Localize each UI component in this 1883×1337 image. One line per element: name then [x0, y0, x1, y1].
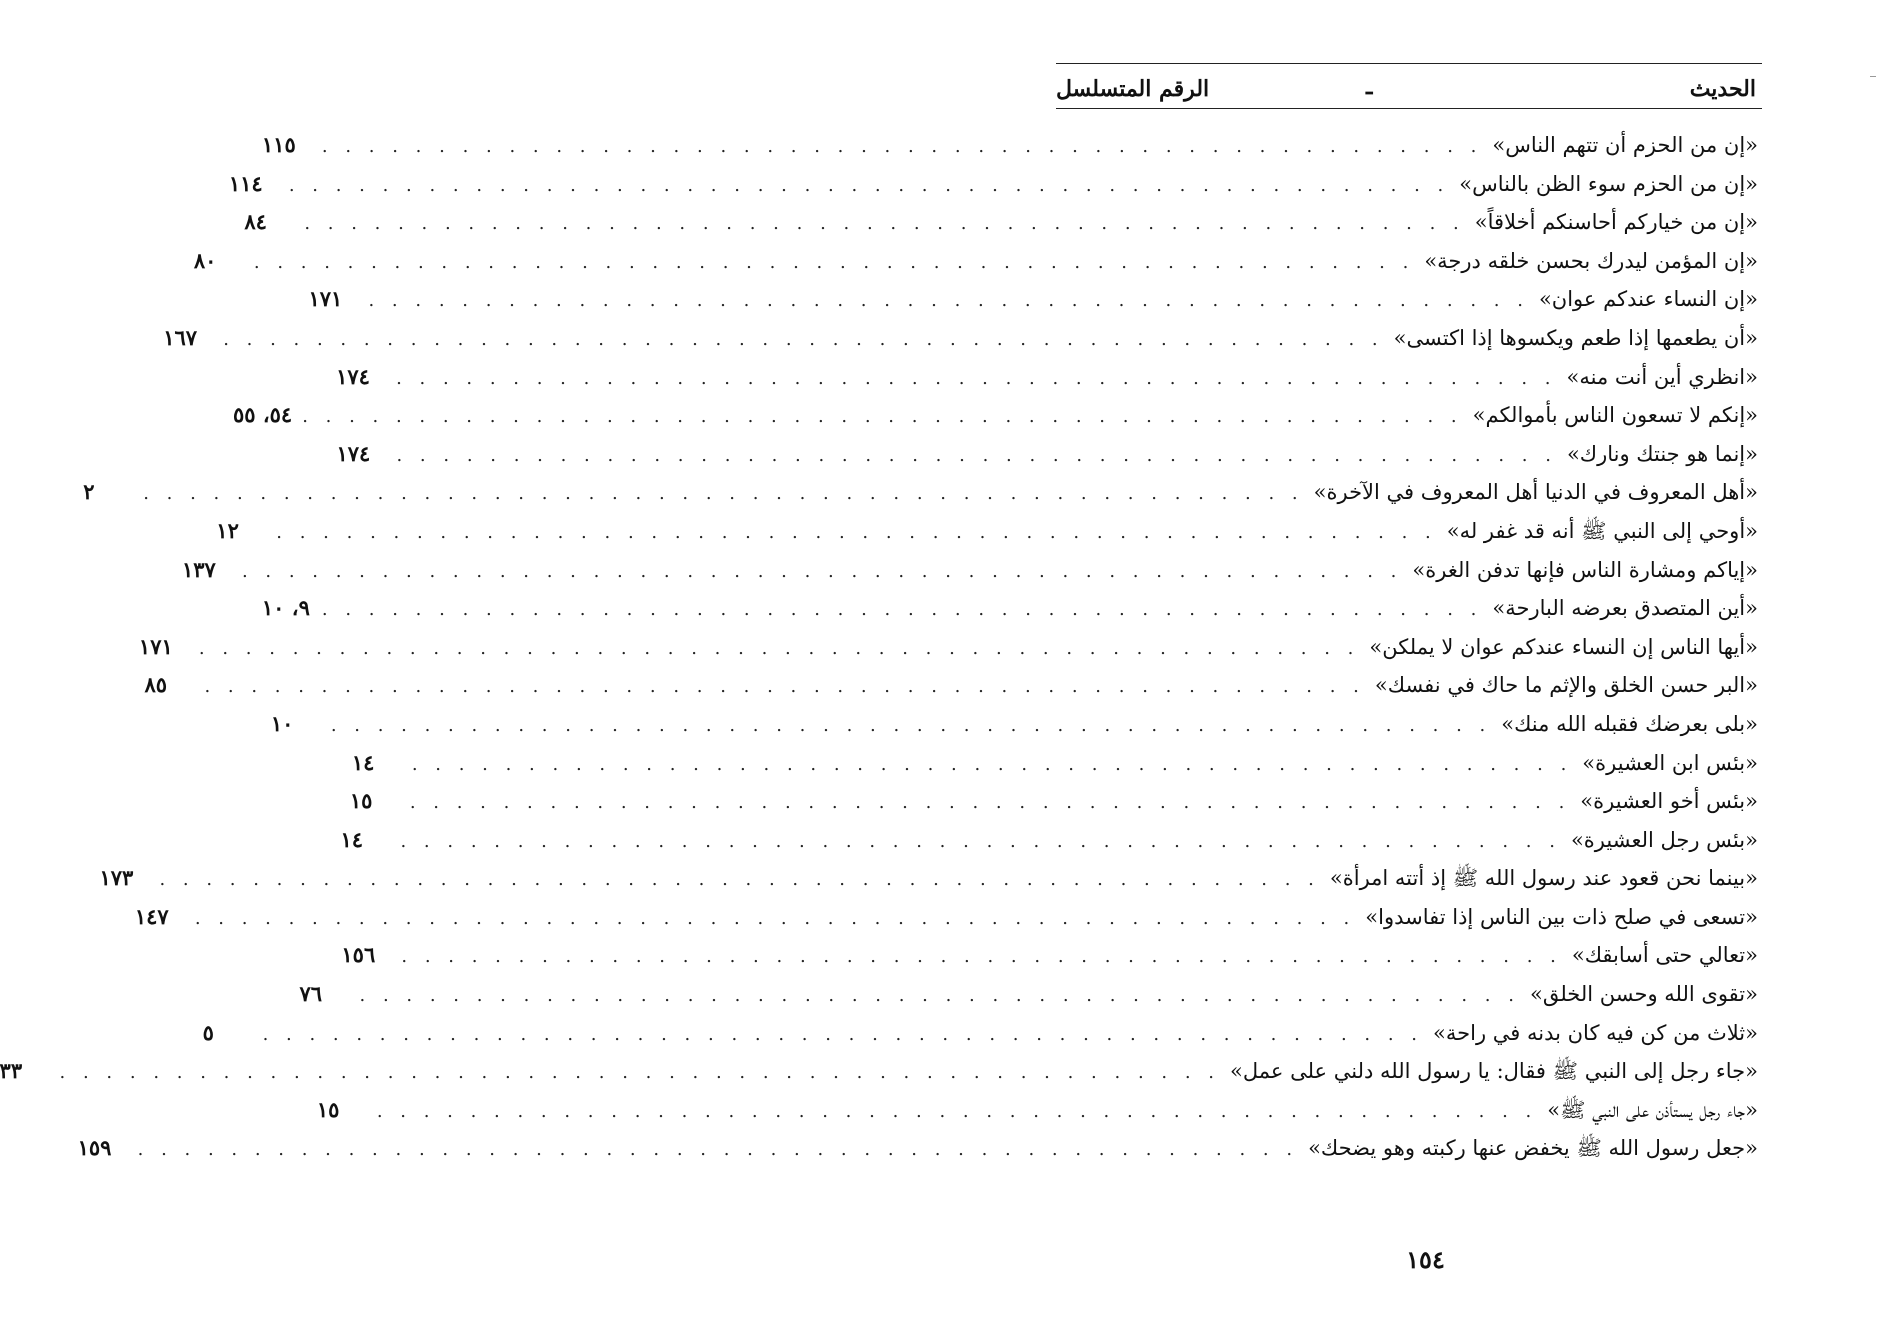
hadith-text: «أيها الناس إن النساء عندكم عوان لا يملكن» [1369, 634, 1758, 659]
header-serial-number-label: الرقم المتسلسل [1056, 76, 1210, 102]
index-entry [336, 435, 1758, 474]
dot-leader: . . . . . . . . . . . . . . . . . . . . . . . . . . . . . . . . . . . . . . . . . . . . . . . . . . [137, 1139, 1299, 1161]
serial-number: ١٧١ [308, 286, 343, 312]
index-entry [340, 821, 1758, 860]
dot-leader: . . . . . . . . . . . . . . . . . . . . . . . . . . . . . . . . . . . . . . . . . . . . . . . . . . [330, 714, 1492, 736]
dot-leader: . . . . . . . . . . . . . . . . . . . . . . . . . . . . . . . . . . . . . . . . . . . . . . . . . . [411, 753, 1573, 775]
serial-number: ٨٥ [144, 672, 168, 698]
serial-number: ٩، ١٠ [261, 595, 310, 621]
serial-number: ١٧٣ [99, 865, 134, 891]
serial-number: ١٧٤ [336, 363, 370, 389]
hadith-text: «جاء رجل إلى النبي ﷺ فقال: يا رسول الله دلني على عمل» [1230, 1059, 1758, 1084]
hadith-text: «إنما هو جنتك ونارك» [1566, 441, 1758, 466]
dot-leader: . . . . . . . . . . . . . . . . . . . . . . . . . . . . . . . . . . . . . . . . . . . . . . . . . . [321, 599, 1483, 621]
hadith-text: «إن من الحزم سوء الظن بالناس» [1459, 171, 1758, 196]
hadith-text: «أن يطعمها إذا طعم ويكسوها إذا اكتسى» [1393, 325, 1758, 350]
serial-number: ١٧١ [138, 633, 173, 659]
hadith-text: «أهل المعروف في الدنيا أهل المعروف في الآخرة» [1313, 480, 1758, 505]
dot-leader: . . . . . . . . . . . . . . . . . . . . . . . . . . . . . . . . . . . . . . . . . . . . . . . . . . [321, 136, 1483, 157]
dot-leader: . . . . . . . . . . . . . . . . . . . . . . . . . . . . . . . . . . . . . . . . . . . . . . . . . . [302, 406, 1463, 428]
hadith-text: «إنكم لا تسعون الناس بأموالكم» [1472, 403, 1758, 428]
header-bottom-rule [1056, 108, 1762, 109]
index-entry [202, 1014, 1758, 1053]
serial-number: ١٣٧ [181, 556, 216, 582]
hadith-text: «إن النساء عندكم عوان» [1538, 287, 1758, 312]
header-top-rule [1056, 63, 1762, 64]
serial-number: ٢ [83, 479, 95, 505]
hadith-text: «البر حسن الخلق والإثم ما حاك في نفسك» [1374, 673, 1758, 698]
index-entry [261, 126, 1758, 165]
hadith-text: «تقوى الله وحسن الخلق» [1529, 982, 1758, 1007]
index-entry [163, 319, 1758, 358]
margin-mark [1870, 76, 1876, 77]
dot-leader: . . . . . . . . . . . . . . . . . . . . . . . . . . . . . . . . . . . . . . . . . . . . . . . . . . [198, 637, 1360, 659]
index-entry [144, 666, 1758, 705]
dot-leader: . . . . . . . . . . . . . . . . . . . . . . . . . . . . . . . . . . . . . . . . . . . . . . . . . . [288, 174, 1450, 196]
dot-leader: . . . . . . . . . . . . . . . . . . . . . . . . . . . . . . . . . . . . . . . . . . . . . . . . . . [204, 676, 1365, 698]
header-mark: ـ [1366, 74, 1373, 100]
serial-number: ١٧٤ [336, 440, 371, 466]
dot-leader: . . . . . . . . . . . . . . . . . . . . . . . . . . . . . . . . . . . . . . . . . . . . . . . . . . [241, 560, 1403, 582]
hadith-text: «تسعى في صلح ذات بين الناس إذا تفاسدوا» [1365, 904, 1758, 929]
serial-number: ١٤ [340, 826, 364, 852]
hadith-text: «بئس أخو العشيرة» [1580, 789, 1758, 814]
index-entry [181, 551, 1758, 590]
index-entry [99, 859, 1758, 898]
index-entry [349, 782, 1758, 821]
hadith-text: «تعالي حتى أسابقك» [1571, 943, 1758, 968]
serial-number: ٥٤، ٥٥ [232, 402, 293, 428]
hadith-text: «بلى بعرضك فقبله الله منك» [1501, 711, 1758, 736]
serial-number: ٣٣ [0, 1058, 23, 1084]
dot-leader: . . . . . . . . . . . . . . . . . . . . . . . . . . . . . . . . . . . . . . . . . . . . . . . . . . [194, 907, 1356, 929]
index-entry [232, 396, 1758, 435]
hadith-text: «جاء رجل يستأذن على النبي ﷺ» [1547, 1097, 1758, 1122]
dot-leader: . . . . . . . . . . . . . . . . . . . . . . . . . . . . . . . . . . . . . . . . . . . . . . . . . . [396, 444, 1557, 466]
serial-number: ١١٥ [261, 132, 296, 157]
dot-leader: . . . . . . . . . . . . . . . . . . . . . . . . . . . . . . . . . . . . . . . . . . . . . . . . . . [409, 792, 1571, 814]
page-number: ١٥٤ [1406, 1245, 1445, 1274]
index-entry [228, 165, 1758, 204]
serial-number: ٨٤ [244, 209, 267, 235]
hadith-text: «أين المتصدق بعرضه البارحة» [1492, 596, 1758, 621]
serial-number: ١٥٩ [77, 1135, 112, 1161]
index-entry [308, 280, 1758, 319]
hadith-text: «ثلاث من كن فيه كان بدنه في راحة» [1433, 1020, 1758, 1045]
dot-leader: . . . . . . . . . . . . . . . . . . . . . . . . . . . . . . . . . . . . . . . . . . . . . . . . . . [143, 483, 1304, 505]
index-entry [77, 1129, 1758, 1168]
index-entry [0, 1052, 1758, 1091]
hadith-text: «انظري أين أنت منه» [1566, 364, 1758, 389]
serial-number: ١٢ [216, 517, 239, 543]
index-entry [83, 473, 1758, 512]
dot-leader: . . . . . . . . . . . . . . . . . . . . . . . . . . . . . . . . . . . . . . . . . . . . . . . . . . [396, 367, 1557, 389]
dot-leader: . . . . . . . . . . . . . . . . . . . . . . . . . . . . . . . . . . . . . . . . . . . . . . . . . . [376, 1100, 1538, 1122]
hadith-text: «إن المؤمن ليدرك بحسن خلقه درجة» [1424, 248, 1758, 273]
dot-leader: . . . . . . . . . . . . . . . . . . . . . . . . . . . . . . . . . . . . . . . . . . . . . . . . . . [223, 328, 1384, 350]
hadith-text: «إن من خياركم أحاسنكم أخلاقاً» [1474, 210, 1758, 235]
index-entry [134, 898, 1758, 937]
dot-leader: . . . . . . . . . . . . . . . . . . . . . . . . . . . . . . . . . . . . . . . . . . . . . . . . . . [253, 251, 1415, 273]
serial-number: ١٥ [349, 788, 373, 814]
serial-number: ١٠ [270, 710, 294, 736]
dot-leader: . . . . . . . . . . . . . . . . . . . . . . . . . . . . . . . . . . . . . . . . . . . . . . . . . . [262, 1023, 1424, 1045]
index-entry [138, 628, 1758, 667]
dot-leader: . . . . . . . . . . . . . . . . . . . . . . . . . . . . . . . . . . . . . . . . . . . . . . . . . . [400, 830, 1561, 852]
index-entry [261, 589, 1758, 628]
hadith-text: «جعل رسول الله ﷺ يخفض عنها ركبته وهو يضحك» [1308, 1136, 1758, 1161]
index-entry [316, 1091, 1758, 1130]
serial-number: ١١٤ [228, 170, 263, 196]
index-entry [244, 203, 1758, 242]
hadith-index-list [0, 126, 1758, 1168]
index-entry [270, 705, 1758, 744]
index-entry [193, 242, 1758, 281]
serial-number: ١٤ [351, 749, 375, 775]
dot-leader: . . . . . . . . . . . . . . . . . . . . . . . . . . . . . . . . . . . . . . . . . . . . . . . . . . [59, 1062, 1220, 1084]
index-entry [351, 744, 1758, 783]
hadith-text: «بينما نحن قعود عند رسول الله ﷺ إذ أتته امرأة» [1329, 866, 1758, 891]
serial-number: ٨٠ [193, 247, 217, 273]
hadith-text: «إياكم ومشارة الناس فإنها تدفن الغرة» [1412, 557, 1758, 582]
dot-leader: . . . . . . . . . . . . . . . . . . . . . . . . . . . . . . . . . . . . . . . . . . . . . . . . . . [359, 985, 1520, 1007]
index-entry [216, 512, 1758, 551]
dot-leader: . . . . . . . . . . . . . . . . . . . . . . . . . . . . . . . . . . . . . . . . . . . . . . . . . . [159, 869, 1320, 891]
serial-number: ١٤٧ [134, 903, 169, 929]
dot-leader: . . . . . . . . . . . . . . . . . . . . . . . . . . . . . . . . . . . . . . . . . . . . . . . . . . [304, 213, 1465, 235]
serial-number: ١٥ [316, 1096, 340, 1122]
index-entry [299, 975, 1758, 1014]
serial-number: ٧٦ [299, 981, 323, 1007]
serial-number: ١٥٦ [341, 942, 376, 968]
index-header [1056, 72, 1756, 106]
dot-leader: . . . . . . . . . . . . . . . . . . . . . . . . . . . . . . . . . . . . . . . . . . . . . . . . . . [401, 946, 1562, 968]
index-entry [336, 358, 1758, 397]
serial-number: ١٦٧ [163, 324, 198, 350]
serial-number: ٥ [202, 1019, 214, 1045]
dot-leader: . . . . . . . . . . . . . . . . . . . . . . . . . . . . . . . . . . . . . . . . . . . . . . . . . . [368, 290, 1529, 312]
hadith-text: «بئس رجل العشيرة» [1570, 827, 1758, 852]
hadith-text: «إن من الحزم أن تتهم الناس» [1492, 133, 1758, 157]
header-hadith-label: الحديث [1689, 76, 1756, 102]
hadith-text: «أوحي إلى النبي ﷺ أنه قد غفر له» [1446, 518, 1758, 543]
index-entry [341, 936, 1758, 975]
dot-leader: . . . . . . . . . . . . . . . . . . . . . . . . . . . . . . . . . . . . . . . . . . . . . . . . . . [276, 521, 1437, 543]
hadith-text: «بئس ابن العشيرة» [1582, 750, 1758, 775]
